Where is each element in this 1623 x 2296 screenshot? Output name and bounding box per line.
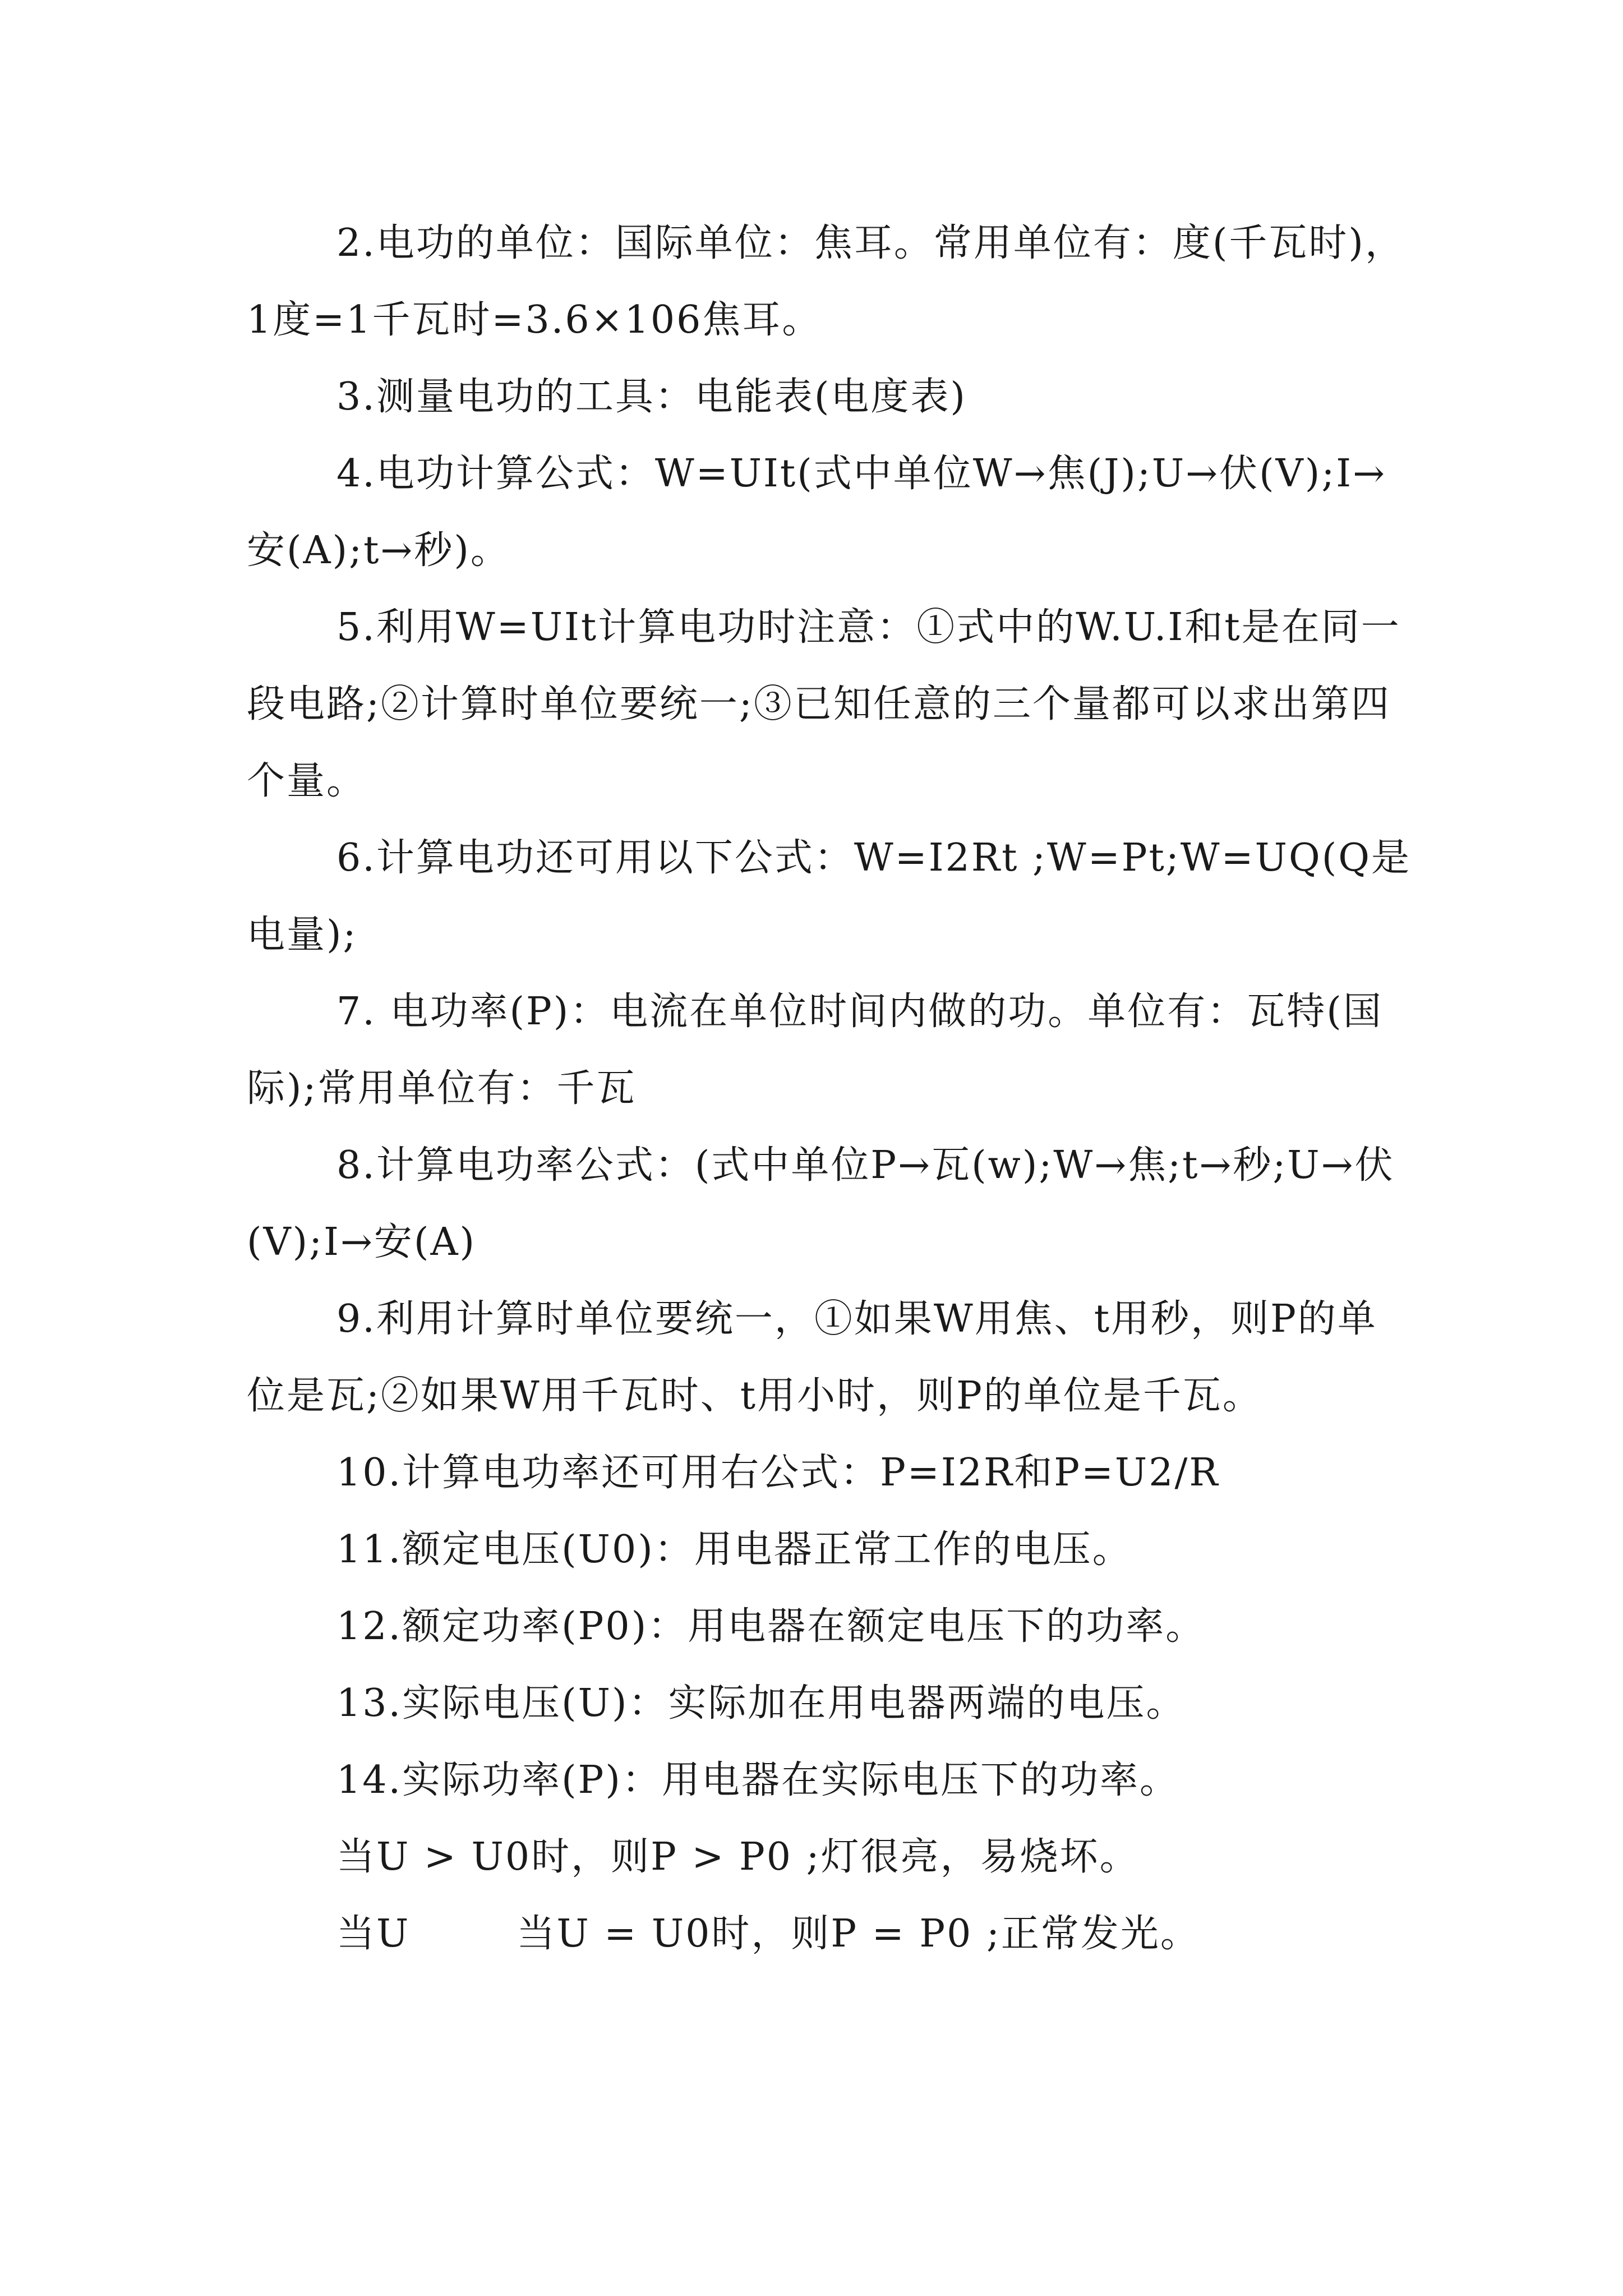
document-body [247, 205, 1413, 1972]
last-line-right: 当U = U0时，则P = P0 ;正常发光。 [517, 1912, 1200, 1956]
paragraph-electric-power-definition: 7. 电功率(P)：电流在单位时间内做的功。单位有：瓦特(国际);常用单位有：千瓦 [247, 990, 1383, 1111]
last-line-left: 当U [336, 1912, 411, 1956]
paragraph-rated-power: 12.额定功率(P0)：用电器在额定电压下的功率。 [336, 1604, 1206, 1649]
paragraph-other-work-formulas: 6.计算电功还可用以下公式：W=I2Rt ;W=Pt;W=UQ(Q是电量); [247, 836, 1411, 957]
paragraph-measuring-tool: 3.测量电功的工具：电能表(电度表) [336, 375, 967, 419]
paragraph-overvoltage-case: 当U > U0时，则P > P0 ;灯很亮，易烧坏。 [336, 1835, 1140, 1879]
paragraph-work-formula: 4.电功计算公式：W=UIt(式中单位W→焦(J);U→伏(V);I→安(A);t→秒)。 [247, 452, 1387, 573]
paragraph-actual-power: 14.实际功率(P)：用电器在实际电压下的功率。 [336, 1758, 1179, 1802]
paragraph-work-formula-notes: 5.利用W=UIt计算电功时注意：①式中的W.U.I和t是在同一段电路;②计算时单位要统一;③已知任意的三个量都可以求出第四个量。 [247, 605, 1401, 803]
paragraph-rated-voltage-case [247, 1895, 1413, 1972]
paragraph-rated-voltage: 11.额定电压(U0)：用电器正常工作的电压。 [336, 1527, 1132, 1572]
paragraph-electric-work-unit: 2.电功的单位：国际单位：焦耳。常用单位有：度(千瓦时)，1度=1千瓦时=3.6×106焦耳。 [247, 221, 1405, 342]
paragraph-actual-voltage: 13.实际电压(U)：实际加在用电器两端的电压。 [336, 1681, 1186, 1726]
paragraph-other-power-formulas: 10.计算电功率还可用右公式：P=I2R和P=U2/R [336, 1451, 1220, 1495]
paragraph-power-unit-notes: 9.利用计算时单位要统一，①如果W用焦、t用秒，则P的单位是瓦;②如果W用千瓦时、t用小时，则P的单位是千瓦。 [247, 1297, 1377, 1418]
paragraph-power-formula: 8.计算电功率公式：(式中单位P→瓦(w);W→焦;t→秒;U→伏(V);I→安(A) [247, 1143, 1395, 1264]
